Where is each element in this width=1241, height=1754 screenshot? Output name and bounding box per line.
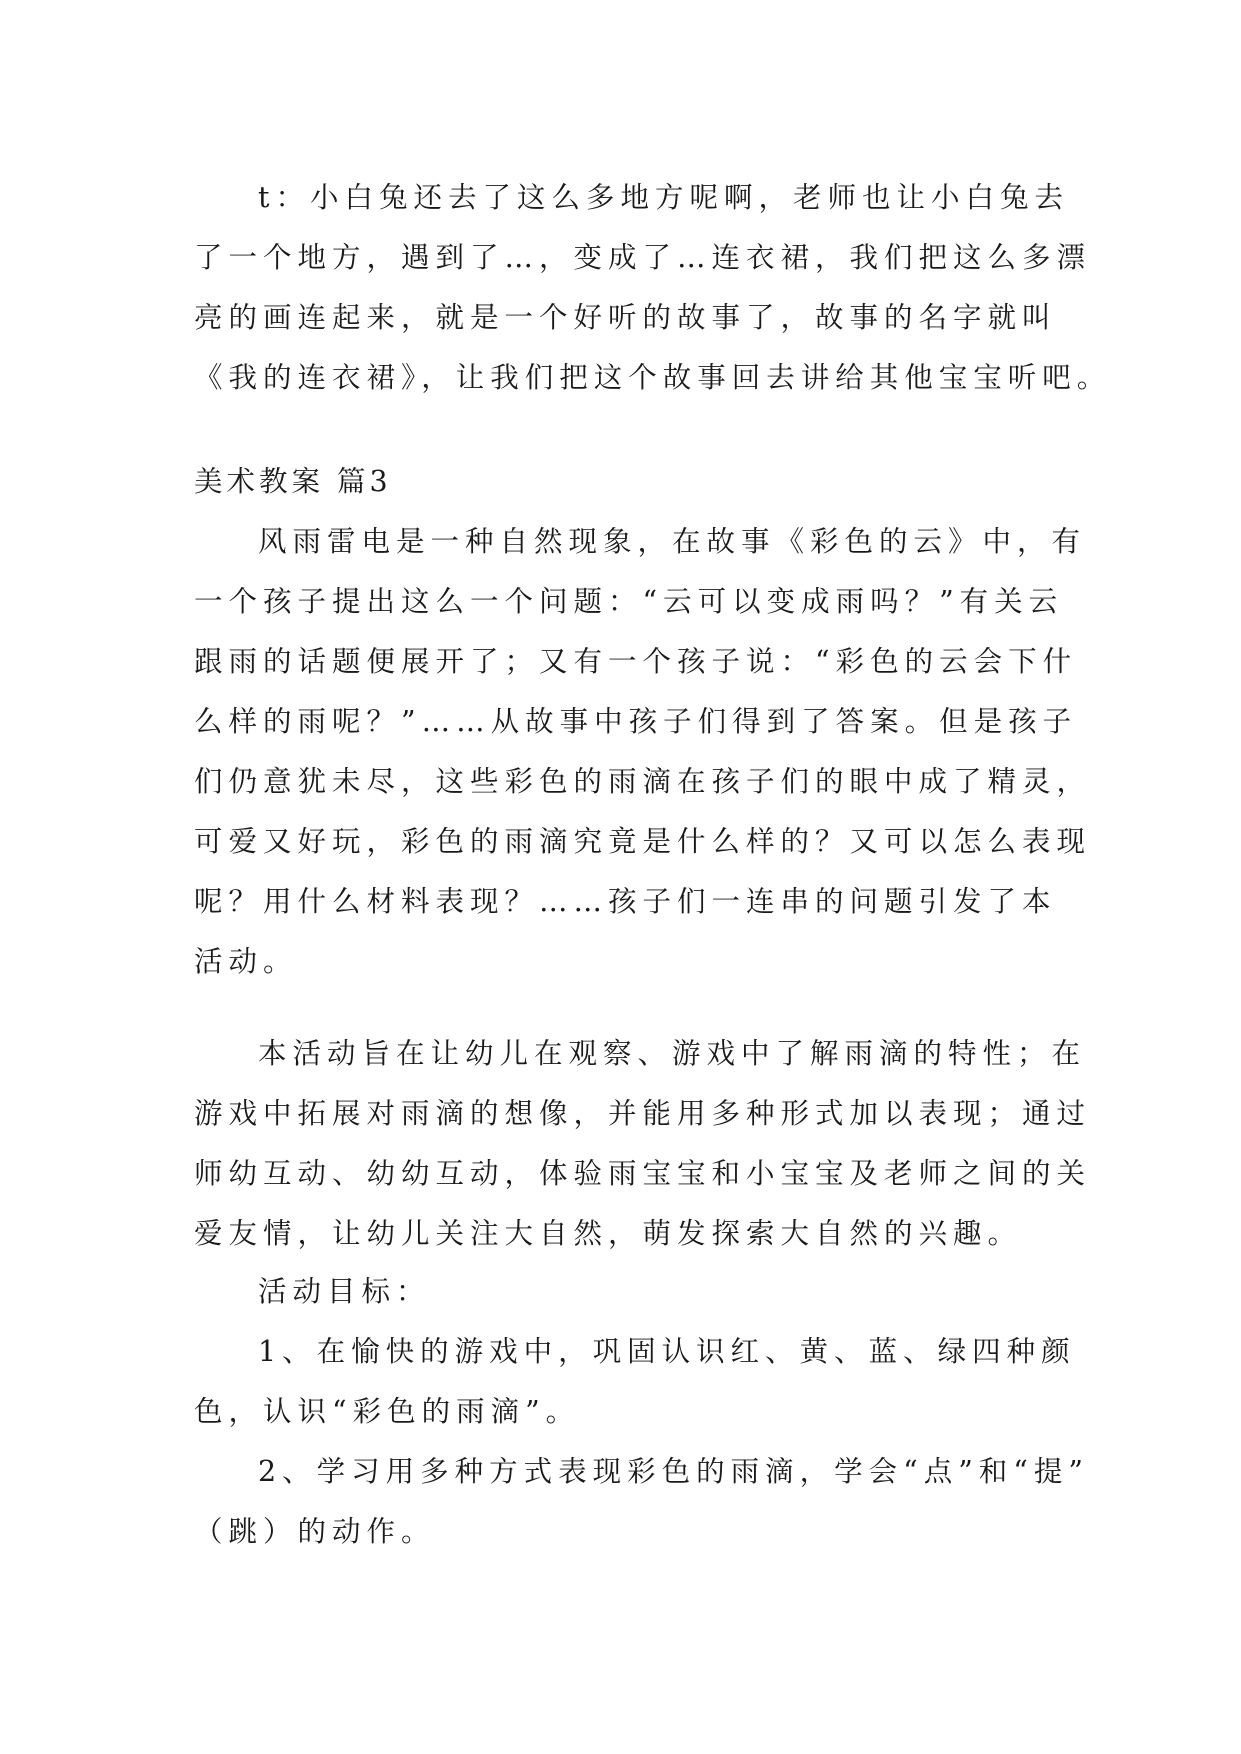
text-line: 《我的连衣裙》，让我们把这个故事回去讲给其他宝宝听吧。: [194, 361, 1112, 394]
text-line: 风雨雷电是一种自然现象，在故事《彩色的云》中，有: [258, 525, 1087, 558]
goals-title: [194, 1262, 1054, 1322]
text-line: 本活动旨在让幼儿在观察、游戏中了解雨滴的特性；在: [258, 1037, 1087, 1070]
goal-item-2: [194, 1442, 1089, 1562]
text-line: 跟雨的话题便展开了；又有一个孩子说：“彩色的云会下什: [194, 645, 1078, 678]
text-line: 么样的雨呢？”……从故事中孩子们得到了答案。但是孩子: [194, 705, 1078, 738]
paragraph-background: [194, 512, 1092, 992]
goal-item-1: [194, 1322, 1076, 1442]
text-line: 一个孩子提出这么一个问题：“云可以变成雨吗？”有关云: [194, 585, 1064, 618]
text-line: 游戏中拓展对雨滴的想像，并能用多种形式加以表现；通过: [194, 1097, 1092, 1130]
text-line: 可爱又好玩，彩色的雨滴究竟是什么样的？又可以怎么表现: [194, 825, 1092, 858]
text-line: 活动。: [194, 945, 298, 978]
text-line: （跳）的动作。: [194, 1515, 436, 1548]
text-line: 们仍意犹未尽，这些彩色的雨滴在孩子们的眼中成了精灵，: [194, 765, 1092, 798]
text-line: 了一个地方，遇到了…，变成了…连衣裙，我们把这么多漂: [194, 241, 1092, 274]
text-line: 活动目标：: [258, 1275, 431, 1308]
paragraph-story-ending: [194, 168, 1112, 408]
text-line: 亮的画连起来，就是一个好听的故事了，故事的名字就叫: [194, 301, 1057, 334]
text-line: 呢？用什么材料表现？……孩子们一连串的问题引发了本: [194, 885, 1057, 918]
text-line: 爱友情，让幼儿关注大自然，萌发探索大自然的兴趣。: [194, 1217, 1023, 1250]
paragraph-activity-purpose: [194, 1024, 1092, 1264]
text-line: 1、在愉快的游戏中，巩固认识红、黄、蓝、绿四种颜: [258, 1335, 1076, 1368]
text-line: 色，认识“彩色的雨滴”。: [194, 1395, 581, 1428]
text-line: 师幼互动、幼幼互动，体验雨宝宝和小宝宝及老师之间的关: [194, 1157, 1092, 1190]
section-heading: 美术教案 篇3: [194, 465, 392, 498]
text-line: t：小白兔还去了这么多地方呢啊，老师也让小白兔去: [258, 181, 1069, 214]
text-line: 2、学习用多种方式表现彩色的雨滴，学会“点”和“提”: [258, 1455, 1089, 1488]
